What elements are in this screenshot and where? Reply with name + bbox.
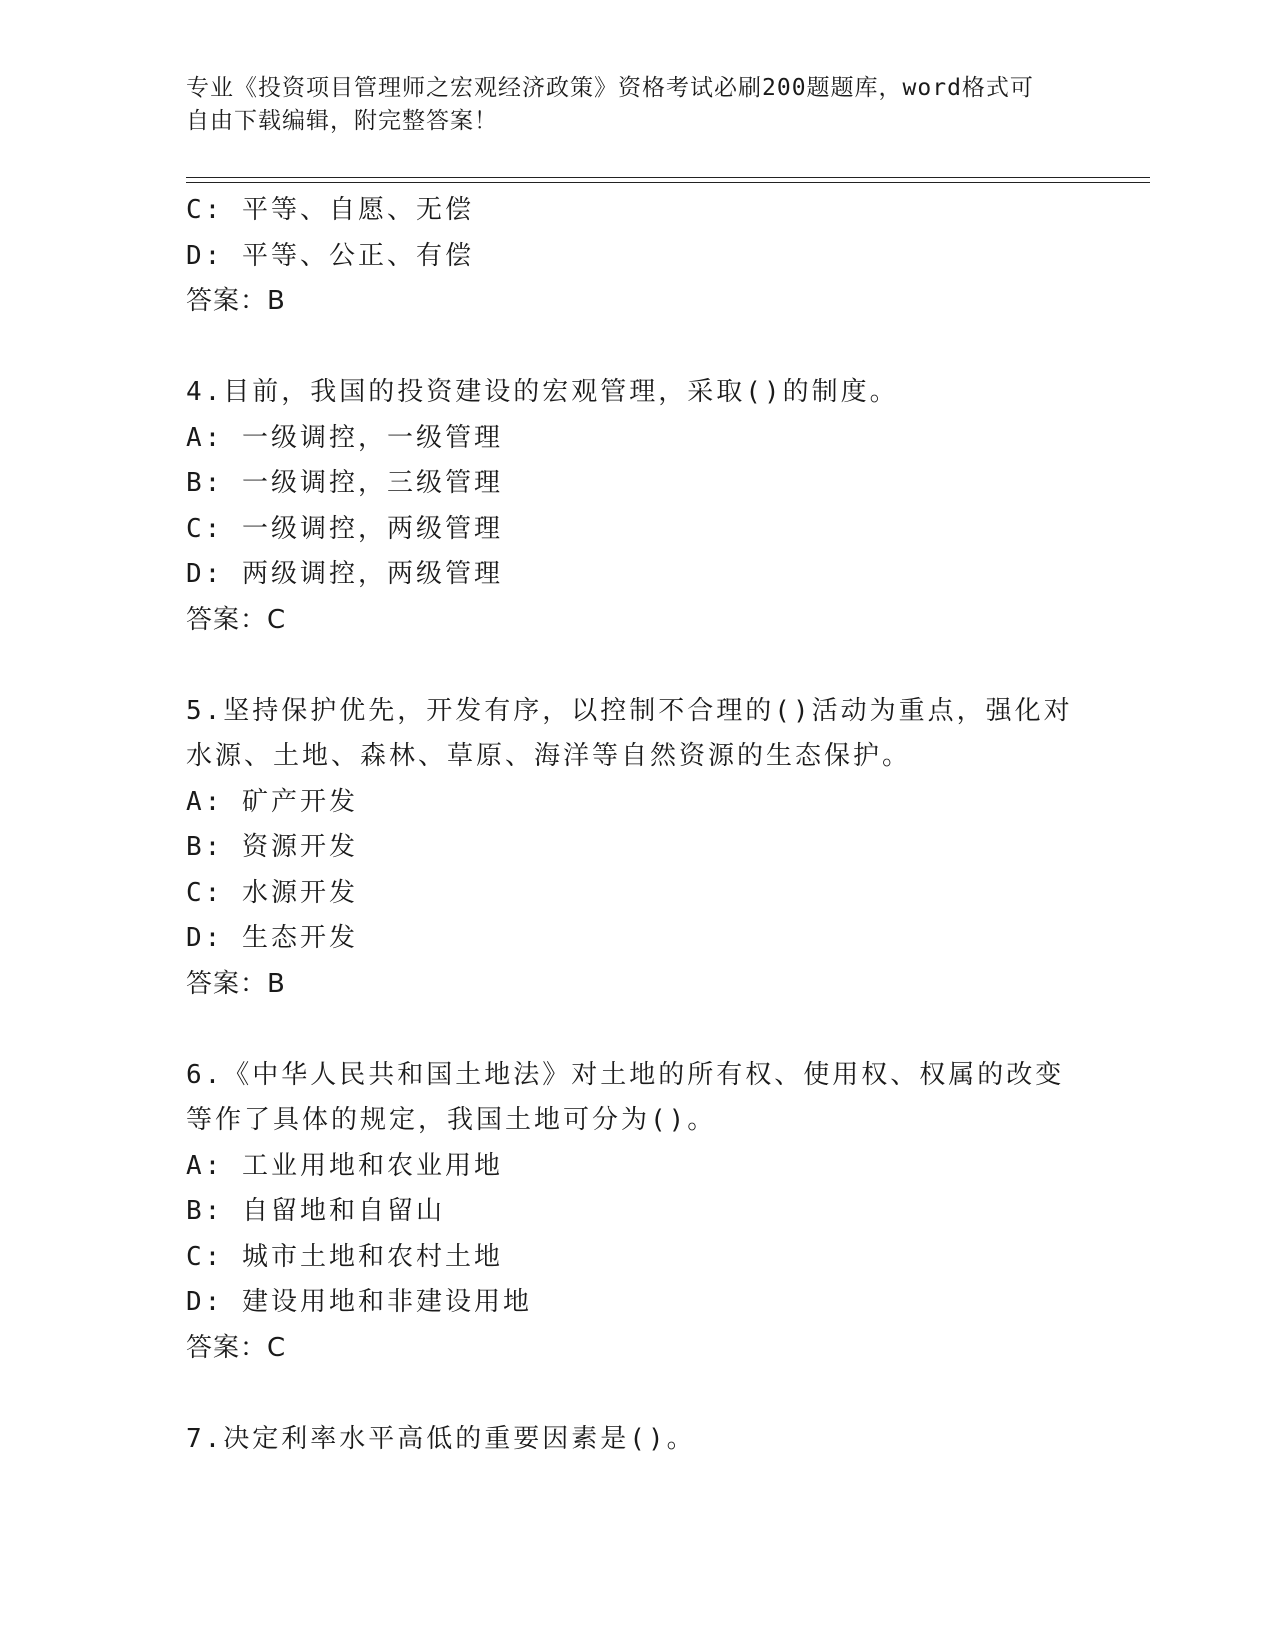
answer: 答案：C [186,604,287,635]
question-stem-cont: 水源、土地、森林、草原、海洋等自然资源的生态保护。 [186,741,912,771]
option-d: D: 建设用地和非建设用地 [186,1287,532,1317]
question-6 [186,1053,1086,1372]
question-stem: 4.目前，我国的投资建设的宏观管理，采取()的制度。 [186,377,899,407]
option-d: D: 两级调控，两级管理 [186,559,503,589]
option-a: A: 矿产开发 [186,786,358,817]
question-7 [186,1417,1086,1463]
question-stem-cont: 等作了具体的规定，我国土地可分为()。 [186,1105,717,1135]
header-line-2: 自由下载编辑，附完整答案！ [186,108,498,134]
answer: 答案：B [186,968,286,999]
header-line-1: 专业《投资项目管理师之宏观经济政策》资格考试必刷200题题库，word格式可 [186,75,1034,101]
question-3-tail [186,188,1086,325]
header-divider-bottom [186,182,1150,183]
option-b: B: 一级调控，三级管理 [186,468,503,498]
option-c: C: 平等、自愿、无偿 [186,195,474,225]
header-divider-top [186,177,1150,178]
question-5 [186,689,1086,1008]
option-c: C: 城市土地和农村土地 [186,1241,503,1272]
answer: 答案：B [186,286,286,316]
document-header [186,72,1066,138]
option-b: B: 资源开发 [186,832,358,862]
question-4 [186,370,1086,643]
question-stem: 7.决定利率水平高低的重要因素是()。 [186,1423,696,1454]
option-b: B: 自留地和自留山 [186,1196,445,1226]
option-a: A: 工业用地和农业用地 [186,1150,503,1181]
option-c: C: 一级调控，两级管理 [186,513,503,544]
option-c: C: 水源开发 [186,877,358,908]
option-d: D: 生态开发 [186,923,358,953]
answer: 答案：C [186,1332,287,1363]
question-stem: 5.坚持保护优先，开发有序，以控制不合理的()活动为重点，强化对 [186,695,1073,726]
option-a: A: 一级调控，一级管理 [186,422,503,453]
question-stem: 6.《中华人民共和国土地法》对土地的所有权、使用权、权属的改变 [186,1059,1065,1090]
question-content [186,188,1086,1462]
option-d: D: 平等、公正、有偿 [186,240,474,271]
